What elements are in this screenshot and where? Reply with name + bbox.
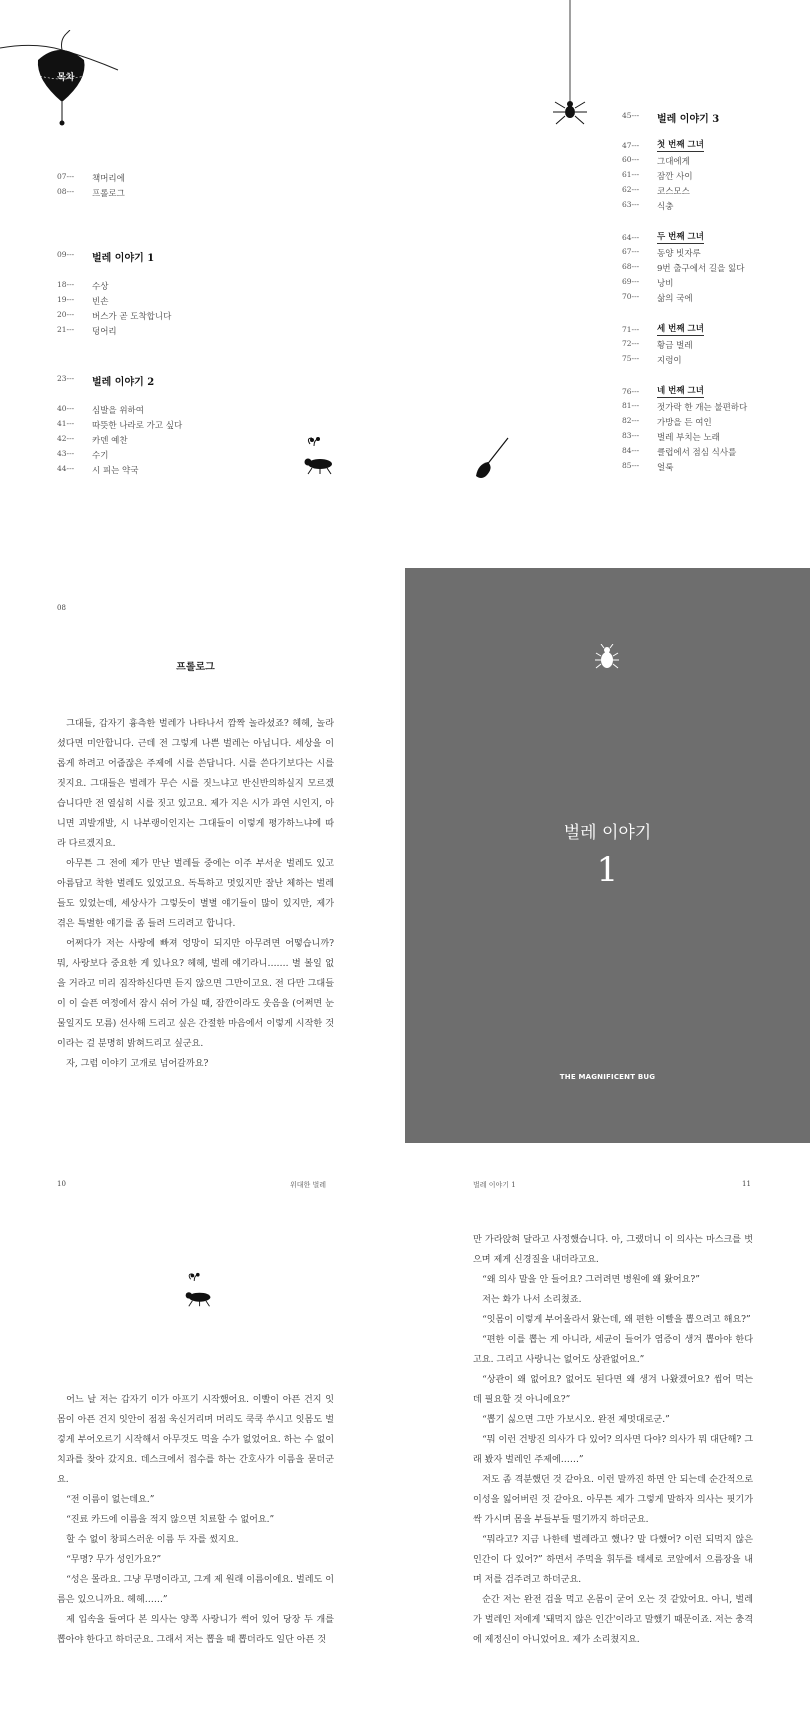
paragraph: 어쩌다가 저는 사랑에 빠져 엉망이 되지만 아무려면 어떻습니까? 뭐, 사랑보다 중요한 게 있나요? 헤헤, 벌레 얘기라니……. 별 볼일 없을 거라고 미리 짐작하신다면 듣지 않으면 그만이고요. 전 다만 그대들이 이 슬픈 여정에서 잠시 쉬어 가실 때, 잠깐이라도 웃음을 (어쩌면 눈물일지도 모름) 선사해 드리고 싶은 간절한 마음에서 이렇게 시작한 것이라는 걸 분명히 밝혀드리고 싶군요. xyxy=(57,939,334,1049)
paragraph: “상관이 왜 없어요? 없어도 된다면 왜 생겨 나왔겠어요? 씹어 먹는 데 필요할 것 아니에요?” xyxy=(473,1375,753,1405)
paragraph: 자, 그럼 이야기 고개로 넘어갈까요? xyxy=(66,1059,209,1069)
paragraph: 만 가라앉혀 달라고 사정했습니다. 아, 그랬더니 이 의사는 마스크를 벗으며 제게 신경질을 내더라고요. xyxy=(473,1235,753,1265)
chapter-title-page xyxy=(405,568,810,1143)
story-left-body xyxy=(57,1390,334,1650)
running-head: 벌레 이야기 1 xyxy=(473,1181,516,1189)
paragraph: “무명? 무가 성인가요?” xyxy=(66,1555,162,1565)
paragraph: “성은 몰라요. 그냥 무명이라고, 그게 제 원래 이름이에요. 벌레도 이름은 있으니까요. 헤헤……” xyxy=(57,1575,334,1605)
paragraph: “왜 의사 말을 안 들어요? 그러려면 병원에 왜 왔어요?” xyxy=(482,1275,700,1285)
paragraph: “뭐라고? 지금 나한테 벌레라고 했나? 말 다했어? 이런 되먹지 않은 인간이 다 있어?” 하면서 주먹을 휘두를 태세로 코앞에서 으름장을 내며 저를 검주려고 하더군요. xyxy=(473,1535,753,1585)
prologue-body xyxy=(57,714,334,1074)
paragraph: 저는 화가 나서 소리쳤죠. xyxy=(482,1295,582,1305)
page-number: 11 xyxy=(742,1180,751,1188)
paragraph: “전 이름이 없는데요.” xyxy=(66,1495,155,1505)
paragraph: 어느 날 저는 갑자기 이가 아프기 시작했어요. 이빨이 아픈 건지 잇몸이 아픈 건지 잇안이 점점 욱신거리며 머리도 쿡쿡 쑤시고 잇몸도 벌겋게 부어오르기 시작해서 아무것도 먹을 수가 없었어요. 하는 수 없이 치과를 찾아 갔지요. 데스크에서 접수를 하는 간호사가 이름을 묻더군요. xyxy=(57,1395,334,1485)
page-number: 08 xyxy=(57,604,66,612)
story-right-body xyxy=(473,1230,753,1650)
paragraph: “뭐 이런 건방진 의사가 다 있어? 의사면 다야? 의사가 뭐 대단해? 그래 봤자 벌레인 주제에……” xyxy=(473,1435,753,1465)
paragraph: “진료 카드에 이름을 적지 않으면 치료할 수 없어요.” xyxy=(66,1515,275,1525)
cockroach-icon xyxy=(178,1272,214,1308)
paragraph: 아무튼 그 전에 제가 만난 벌레들 중에는 이주 부서운 벌레도 있고 아름답고 착한 벌레도 있었고요. 독특하고 멋있지만 잘난 체하는 벌레들도 있었는데, 세상사가 그렇듯이 별별 얘기들이 많이 있지만, 제가 겪은 특별한 얘기를 좀 들려 드리려고 합니다. xyxy=(57,859,334,929)
story-spread xyxy=(0,1160,810,1719)
paragraph: 순간 저는 완전 겁을 먹고 온몸이 굳어 오는 것 같았어요. 아니, 벌레가 벌레인 저에게 '돼먹지 않은 인간'이라고 말했기 때문이죠. 저는 충격에 제정신이 아니었어요. 제가 소리쳤지요. xyxy=(473,1595,753,1645)
toc-spread: 목차 07--- 책머리에 08--- 프롤로그 09--- 벌레 이야기 1 18--- 수상 19--- 빈손 20--- 버스가 곧 도착합니다 21--- 덩어리 23--- 벌레 이야기 2 40--- 심발을 위하여 41--- 따뜻한 나라로 가고 싶다 42--- 카덴 예찬 43--- 수기 44--- 시 피는 약국 45--- 벌레 이야기 3 47--- 첫 번째 그녀 60--- 그대에게 61--- 잠깐 사이 62--- 코스모스 63--- 식충 64--- 두 번째 그녀 67--- 동양 빗자루 68--- 9번 출구에서 길을 잃다 69--- 낭비 70--- 삶의 국에 71--- 세 번째 그녀 72--- 황금 벌레 75--- 지렁이 76--- 네 번째 그녀 81--- 젓가락 한 개는 불편하다 82--- 가방을 든 여인 83--- 벌레 부치는 노래 84--- 클럽에서 점심 식사를 85--- 얼룩 xyxy=(0,0,810,540)
feather-icon xyxy=(472,436,512,480)
paragraph: 저도 좀 격분했던 것 같아요. 이런 말까진 하면 안 되는데 순간적으로 이성을 잃어버린 것 같아요. 아무튼 제가 그렇게 말하자 의사는 핏기가 싹 가시며 몸을 부들부들 떨기까지 하더군요. xyxy=(473,1475,753,1525)
paragraph: “편한 이를 뽑는 게 아니라, 세균이 들어가 염증이 생겨 뽑아야 한다고요. 그리고 사랑니는 없어도 상관없어요.” xyxy=(473,1335,753,1365)
chapter-subtitle: THE MAGNIFICENT BUG xyxy=(559,1073,656,1081)
prologue-title: 프롤로그 xyxy=(176,662,215,673)
beetle-icon xyxy=(595,644,619,670)
paragraph: “뽑기 싫으면 그만 가보시오. 완전 제멋대로군.” xyxy=(482,1415,670,1425)
spider-icon xyxy=(553,0,587,136)
chapter-number: 1 xyxy=(596,850,619,890)
chapter-title: 벌레 이야기 xyxy=(563,823,652,843)
paragraph: 그대들, 갑자기 흉측한 벌레가 나타나서 깜짝 놀라셨죠? 헤헤, 놀라셨다면 미안합니다. 근데 전 그렇게 나쁜 벌레는 아닙니다. 세상을 이롭게 하려고 어줍잖은 주제에 시를 쓴답니다. 시를 쓴다기보다는 시를 짓지요. 그대들은 벌레가 무슨 시를 짓느냐고 반신반의하실지 모르겠습니다만 전 열심히 시를 짓고 있고요. 제가 지은 시가 과연 시인지, 아니면 괴발개발, 시 나부랭이인지는 그대들이 이렇게 평가하느냐에 따라 다르겠지요. xyxy=(57,719,334,849)
toc-badge-label: 목차 xyxy=(57,73,75,83)
prologue-spread xyxy=(0,568,810,1143)
paragraph: 제 입속을 들여다 본 의사는 양쪽 사랑니가 썩어 있어 당장 두 개를 뽑아야 한다고 하더군요. 그래서 저는 뽑을 때 뽑더라도 일단 아픈 것 xyxy=(57,1615,334,1645)
cockroach-icon xyxy=(296,436,336,476)
page-number: 10 xyxy=(57,1180,66,1188)
running-head: 위대한 벌레 xyxy=(290,1181,327,1189)
paragraph: “잇몸이 이렇게 부어올라서 왔는데, 왜 편한 이빨을 뽑으려고 해요?” xyxy=(482,1315,751,1325)
paragraph: 할 수 없이 창피스러운 이름 두 자를 썼지요. xyxy=(66,1535,239,1545)
